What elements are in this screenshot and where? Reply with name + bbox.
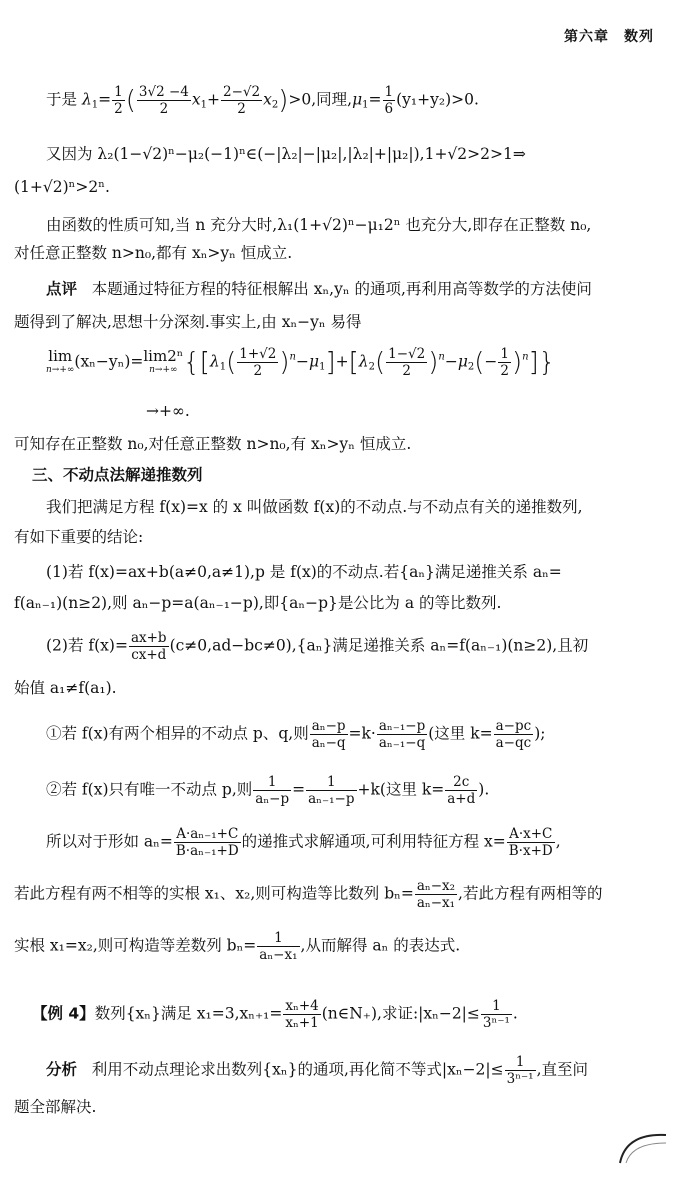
example-4: 【例 4】数列{xₙ}满足 x₁=3,xₙ₊₁= $\frac{\text{xₙ+4}}{\text{xₙ+1}}$ (n∈N₊),求证:|xₙ−2|≤ $\frac{1}{\text{3ⁿ⁻¹}}$ . bbox=[32, 998, 518, 1031]
line-conclusion: 可知存在正整数 n₀,对任意正整数 n>n₀,有 xₙ>yₙ 恒成立. bbox=[14, 435, 412, 453]
example-label: 【例 4】 bbox=[32, 1004, 95, 1023]
fraction-sixth: $\frac{1}{6}$ bbox=[384, 84, 394, 117]
line-general-form-3: 实根 x₁=x₂,则可构造等差数列 bₙ= $\frac{1}{\text{aₙ−x₁}}$ ,从而解得 aₙ 的表达式. bbox=[14, 930, 461, 963]
line-fixed-point-def-2: 有如下重要的结论: bbox=[14, 528, 144, 546]
fraction-a: $\frac{3√2 -4}{2}$ bbox=[138, 84, 189, 117]
line-because-2: (1+√2)ⁿ>2ⁿ. bbox=[14, 178, 110, 196]
line-remark-2: 题得到了解决,思想十分深刻.事实上,由 xₙ−yₙ 易得 bbox=[14, 313, 362, 331]
line-function-property-2: 对任意正整数 n>n₀,都有 xₙ>yₙ 恒成立. bbox=[14, 244, 293, 262]
line-general-form-2: 若此方程有两不相等的实根 x₁、x₂,则可构造等比数列 bₙ= $\frac{\text{aₙ−x₂}}{\text{aₙ−x₁}}$ ,若此方程有两相等的 bbox=[14, 878, 603, 911]
line-because: 又因为 λ₂(1−√2)ⁿ−μ₂(−1)ⁿ∈(−|λ₂|−|μ₂|,|λ₂|+|μ₂|),1+√2>2>1⇒ bbox=[46, 145, 526, 163]
limit-formula: lim n→+∞ (xₙ−yₙ)= lim2ⁿ n→+∞ {[$\lambda_1$( $\frac{1+√2}{2}$ )$^n-\mu_1]+[\lambda_2$( $\frac{1-√2}{2}$ )$^n-\mu_2(-$ $\frac{1}{2}$ )$^n$]} bbox=[46, 346, 556, 379]
line-fixed-point-def: 我们把满足方程 f(x)=x 的 x 叫做函数 f(x)的不动点.与不动点有关的递推数列, bbox=[46, 498, 583, 516]
line-conclusion-2b: 始值 a₁≠f(a₁). bbox=[14, 679, 117, 697]
remark-label: 点评 bbox=[46, 280, 78, 298]
analysis: 分析 利用不动点理论求出数列{xₙ}的通项,再化简不等式|xₙ−2|≤ $\frac{1}{\text{3ⁿ⁻¹}}$ ,直至问 bbox=[46, 1054, 589, 1087]
section-title: 三、不动点法解递推数列 bbox=[32, 466, 203, 484]
line-function-property: 由函数的性质可知,当 n 充分大时,λ₁(1+√2)ⁿ−μ₁2ⁿ 也充分大,即存在正整数 n₀, bbox=[46, 216, 592, 234]
line-case-1: ①若 f(x)有两个相异的不动点 p、q,则 $\frac{\text{aₙ−p}}{\text{aₙ−q}}$ =k· $\frac{\text{aₙ₋₁−p}}{\text{aₙ₋₁−q}}$ (这里 k= $\frac{a-pc}{a-qc}$ ); bbox=[46, 718, 546, 751]
line-conclusion-1: (1)若 f(x)=ax+b(a≠0,a≠1),p 是 f(x)的不动点.若{aₙ}满足递推关系 aₙ= bbox=[46, 563, 562, 581]
line-conclusion-1b: f(aₙ₋₁)(n≥2),则 aₙ−p=a(aₙ₋₁−p),即{aₙ−p}是公比为 a 的等比数列. bbox=[14, 594, 502, 612]
line-remark: 点评 本题通过特征方程的特征根解出 xₙ,yₙ 的通项,再利用高等数学的方法使问 bbox=[46, 280, 592, 298]
fraction-b: $\frac{2-√2}{2}$ bbox=[223, 84, 261, 117]
line-lambda-mu: 于是 $\lambda_1=$ $\frac{1}{2}$ ( $\frac{3√2 -4}{2}$ $x_1+$ $\frac{2-√2}{2}$ $x_2)>0$,同理$,\mu_1=$ $\frac{1}{6}$ (y₁+y₂)>0. bbox=[46, 84, 479, 117]
line-conclusion-2: (2)若 f(x)= $\frac{ax+b}{cx+d}$ (c≠0,ad−bc≠0),{aₙ}满足递推关系 aₙ=f(aₙ₋₁)(n≥2),且初 bbox=[46, 630, 589, 663]
analysis-2: 题全部解决. bbox=[14, 1098, 97, 1116]
line-general-form: 所以对于形如 aₙ= $\frac{\text{A·aₙ₋₁+C}}{\text{B·aₙ₋₁+D}}$ 的递推式求解通项,可利用特征方程 x= $\frac{A\cdot x+C}{B\cdot x+D}$ , bbox=[46, 826, 561, 859]
analysis-label: 分析 bbox=[46, 1060, 78, 1079]
fraction-half: $\frac{1}{2}$ bbox=[114, 84, 123, 117]
limit-tail: →+∞. bbox=[146, 402, 190, 420]
chapter-header: 第六章 数列 bbox=[564, 29, 654, 45]
line-case-2: ②若 f(x)只有唯一不动点 p,则 $\frac{1}{\text{aₙ−p}}$ = $\frac{1}{\text{aₙ₋₁−p}}$ +k(这里 k= $\frac{2c}{a+d}$ ). bbox=[46, 774, 490, 807]
page-curl-icon bbox=[616, 1111, 670, 1165]
